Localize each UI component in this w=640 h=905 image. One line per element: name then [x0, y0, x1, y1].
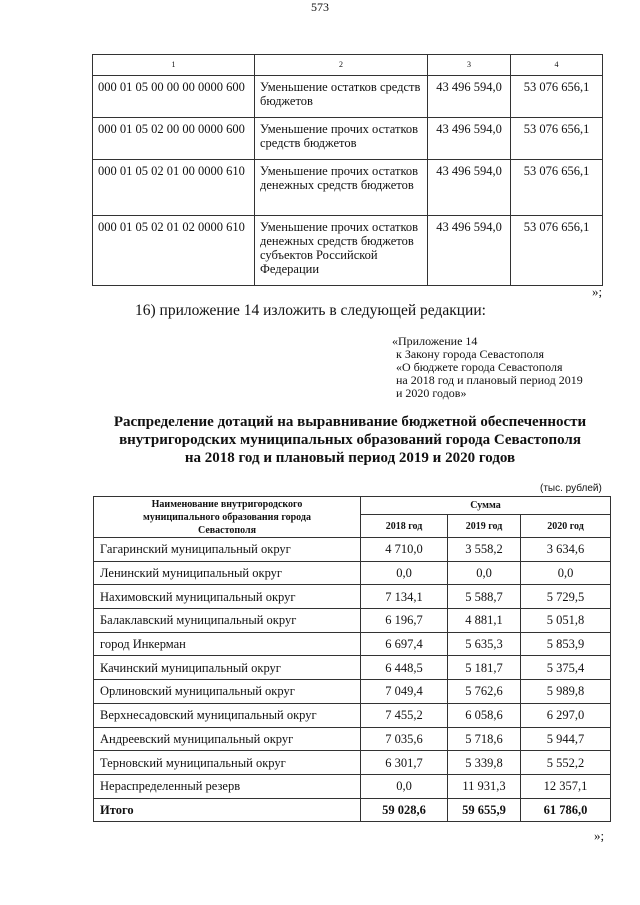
table-row — [94, 656, 611, 680]
closing-quote: »; — [592, 284, 603, 299]
value-2020: 5 552,2 — [521, 751, 611, 775]
district-name: Качинский муниципальный округ — [94, 656, 361, 680]
value-2019: 43 496 594,0 — [428, 216, 511, 286]
budget-code: 000 01 05 00 00 00 0000 600 — [93, 76, 255, 118]
value-2019: 11 931,3 — [448, 774, 521, 798]
value-2020: 12 357,1 — [521, 774, 611, 798]
value-2020: 5 853,9 — [521, 632, 611, 656]
value-2020: 53 076 656,1 — [511, 160, 603, 216]
total-2019: 59 655,9 — [448, 798, 521, 822]
row-description: Уменьшение прочих остатков денежных средств бюджетов — [255, 160, 428, 216]
value-2020: 5 375,4 — [521, 656, 611, 680]
table-row — [94, 585, 611, 609]
value-2019: 5 718,6 — [448, 727, 521, 751]
value-2020: 53 076 656,1 — [511, 76, 603, 118]
value-2019: 5 635,3 — [448, 632, 521, 656]
section-heading — [80, 413, 620, 467]
value-2018: 4 710,0 — [361, 538, 448, 562]
value-2020: 5 729,5 — [521, 585, 611, 609]
district-name: Нахимовский муниципальный округ — [94, 585, 361, 609]
row-description: Уменьшение остатков средств бюджетов — [255, 76, 428, 118]
heading-line: внутригородских муниципальных образований города Севастополя — [119, 432, 581, 448]
value-2018: 6 301,7 — [361, 751, 448, 775]
value-2020: 0,0 — [521, 561, 611, 585]
value-2018: 0,0 — [361, 774, 448, 798]
appendix-line: «О бюджете города Севастополя — [396, 360, 563, 374]
column-number: 2 — [255, 55, 428, 76]
value-2019: 5 181,7 — [448, 656, 521, 680]
subsidies-distribution-table — [93, 496, 611, 822]
year-2020-header: 2020 год — [521, 515, 611, 538]
value-2018: 6 196,7 — [361, 609, 448, 633]
table-row — [94, 609, 611, 633]
total-row — [94, 798, 611, 822]
district-name: Терновский муниципальный округ — [94, 751, 361, 775]
row-description: Уменьшение прочих остатков средств бюджетов — [255, 118, 428, 160]
budget-code: 000 01 05 02 01 00 0000 610 — [93, 160, 255, 216]
district-name: Верхнесадовский муниципальный округ — [94, 703, 361, 727]
district-name: Ленинский муниципальный округ — [94, 561, 361, 585]
total-label: Итого — [94, 798, 361, 822]
value-2018: 0,0 — [361, 561, 448, 585]
table-row — [94, 751, 611, 775]
total-2020: 61 786,0 — [521, 798, 611, 822]
value-2018: 7 455,2 — [361, 703, 448, 727]
column-number: 1 — [93, 55, 255, 76]
value-2018: 6 697,4 — [361, 632, 448, 656]
value-2019: 0,0 — [448, 561, 521, 585]
table-row — [94, 774, 611, 798]
row-description: Уменьшение прочих остатков денежных средств бюджетов субъектов Российской Федерации — [255, 216, 428, 286]
district-name: Балаклавский муниципальный округ — [94, 609, 361, 633]
value-2019: 5 339,8 — [448, 751, 521, 775]
column-number: 4 — [511, 55, 603, 76]
district-name: Орлиновский муниципальный округ — [94, 680, 361, 704]
table-row — [94, 680, 611, 704]
value-2018: 7 134,1 — [361, 585, 448, 609]
budget-code: 000 01 05 02 01 02 0000 610 — [93, 216, 255, 286]
value-2018: 7 035,6 — [361, 727, 448, 751]
amendment-item-16: 16) приложение 14 изложить в следующей редакции: — [135, 302, 486, 319]
value-2020: 3 634,6 — [521, 538, 611, 562]
year-2019-header: 2019 год — [448, 515, 521, 538]
table-row — [94, 561, 611, 585]
value-2019: 3 558,2 — [448, 538, 521, 562]
name-column-header: Наименование внутригородского муниципального образования города Севастополя — [94, 497, 361, 538]
heading-line: Распределение дотаций на выравнивание бюджетной обеспеченности — [113, 414, 587, 430]
budget-code: 000 01 05 02 00 00 0000 600 — [93, 118, 255, 160]
units-label: (тыс. рублей) — [540, 483, 602, 494]
district-name: Гагаринский муниципальный округ — [94, 538, 361, 562]
table-row — [93, 160, 603, 216]
appendix-line: на 2018 год и плановый период 2019 — [396, 373, 583, 387]
value-2020: 5 051,8 — [521, 609, 611, 633]
appendix-line: и 2020 годов» — [396, 386, 467, 400]
value-2020: 53 076 656,1 — [511, 216, 603, 286]
value-2019: 5 762,6 — [448, 680, 521, 704]
table-row — [94, 727, 611, 751]
value-2019: 43 496 594,0 — [428, 76, 511, 118]
value-2020: 5 944,7 — [521, 727, 611, 751]
table-row — [94, 538, 611, 562]
table-row — [93, 216, 603, 286]
sources-financing-table — [92, 54, 603, 286]
value-2020: 53 076 656,1 — [511, 118, 603, 160]
value-2020: 6 297,0 — [521, 703, 611, 727]
value-2019: 6 058,6 — [448, 703, 521, 727]
value-2018: 6 448,5 — [361, 656, 448, 680]
value-2019: 43 496 594,0 — [428, 160, 511, 216]
district-name: Андреевский муниципальный округ — [94, 727, 361, 751]
value-2020: 5 989,8 — [521, 680, 611, 704]
page-number: 573 — [311, 0, 329, 14]
appendix-line: «Приложение 14 — [392, 334, 478, 348]
district-name: Нераспределенный резерв — [94, 774, 361, 798]
table-row — [94, 703, 611, 727]
column-number: 3 — [428, 55, 511, 76]
value-2019: 4 881,1 — [448, 609, 521, 633]
district-name: город Инкерман — [94, 632, 361, 656]
value-2019: 43 496 594,0 — [428, 118, 511, 160]
table-header-row — [93, 55, 603, 76]
table-row — [93, 118, 603, 160]
heading-line: на 2018 год и плановый период 2019 и 2020 годов — [184, 450, 516, 466]
appendix-line: к Закону города Севастополя — [396, 347, 545, 361]
closing-quote: »; — [594, 828, 605, 843]
value-2018: 7 049,4 — [361, 680, 448, 704]
value-2019: 5 588,7 — [448, 585, 521, 609]
table-row — [94, 632, 611, 656]
year-2018-header: 2018 год — [361, 515, 448, 538]
total-2018: 59 028,6 — [361, 798, 448, 822]
appendix-reference — [392, 335, 583, 400]
table-row — [93, 76, 603, 118]
sum-column-header: Сумма — [361, 497, 611, 515]
